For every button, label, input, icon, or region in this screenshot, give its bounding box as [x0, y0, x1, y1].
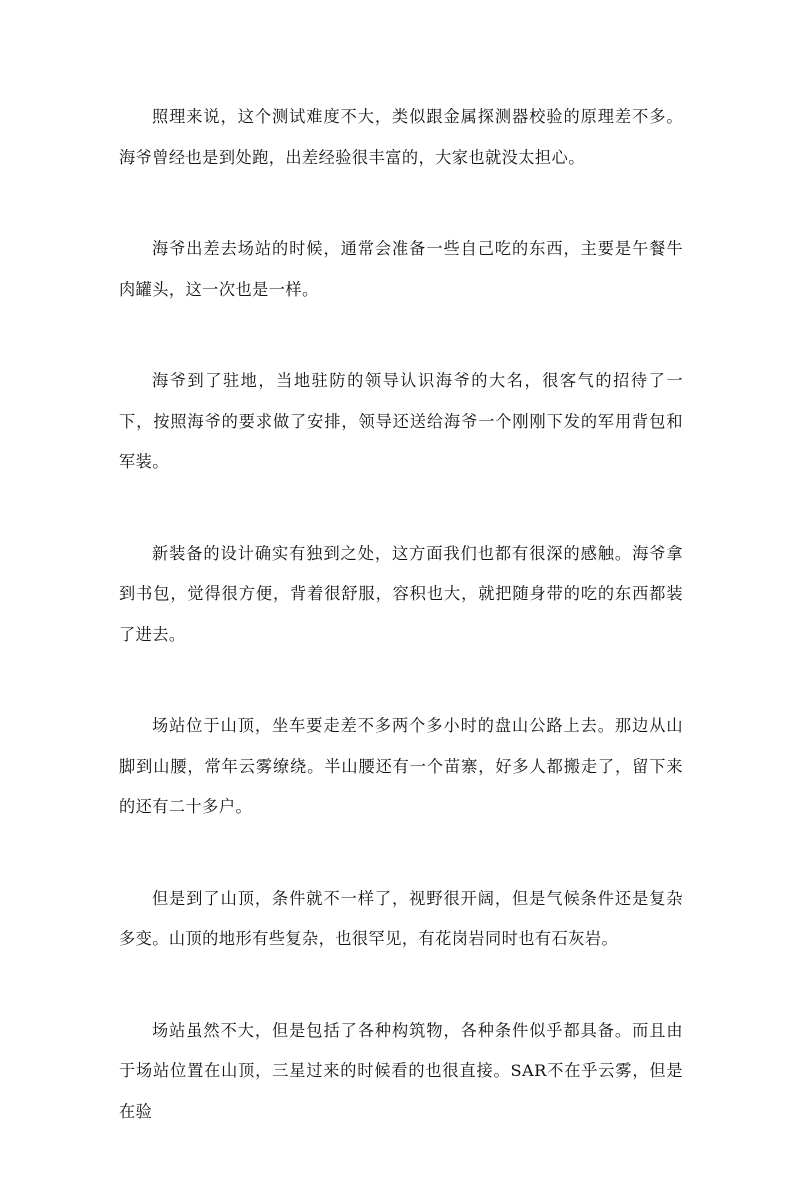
document-body: [119, 97, 683, 1183]
paragraph-1: 照理来说，这个测试难度不大，类似跟金属探测器校验的原理差不多。海爷曾经也是到处跑，出差经验很丰富的，大家也就没太担心。: [119, 107, 683, 167]
paragraph-3: 海爷到了驻地，当地驻防的领导认识海爷的大名，很客气的招待了一下，按照海爷的要求做了安排，领导还送给海爷一个刚刚下发的军用背包和军装。: [119, 371, 683, 471]
paragraph-2: 海爷出差去场站的时候，通常会准备一些自己吃的东西，主要是午餐牛肉罐头，这一次也是一样。: [119, 239, 683, 299]
paragraph-5: 场站位于山顶，坐车要走差不多两个多小时的盘山公路上去。那边从山脚到山腰，常年云雾缭绕。半山腰还有一个苗寨，好多人都搬走了，留下来的还有二十多户。: [119, 716, 683, 816]
paragraph-7: 场站虽然不大，但是包括了各种构筑物，各种条件似乎都具备。而且由于场站位置在山顶，三星过来的时候看的也很直接。SAR不在乎云雾，但是在验: [119, 1020, 683, 1121]
paragraph-6: 但是到了山顶，条件就不一样了，视野很开阔，但是气候条件还是复杂多变。山顶的地形有些复杂，也很罕见，有花岗岩同时也有石灰岩。: [119, 888, 683, 948]
paragraph-4: 新装备的设计确实有独到之处，这方面我们也都有很深的感触。海爷拿到书包，觉得很方便，背着很舒服，容积也大，就把随身带的吃的东西都装了进去。: [119, 543, 683, 644]
